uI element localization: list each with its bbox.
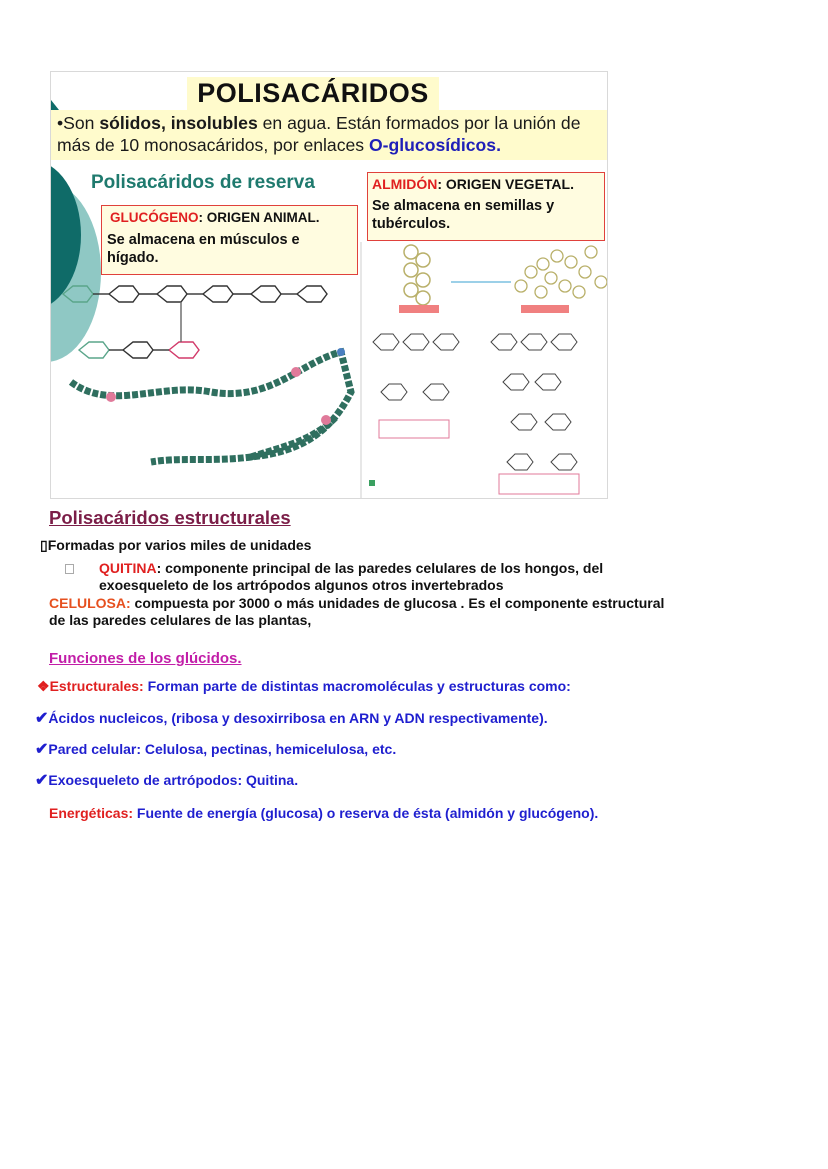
check-icon: ✔ xyxy=(35,741,49,758)
funcion-item-text: Ácidos nucleicos, (ribosa y desoxirribosa en ARN y ADN respectivamente). xyxy=(48,710,548,726)
amilopectina-label-tag xyxy=(521,305,569,313)
glucogeno-hexagon-row xyxy=(63,286,327,358)
glucogeno-desc: Se almacena en músculos e hígado. xyxy=(107,232,300,266)
formadas-line xyxy=(40,537,311,554)
intro-part1: •Son xyxy=(57,113,100,133)
amilosa-label-tag xyxy=(399,305,439,313)
intro-bold: sólidos, insolubles xyxy=(99,113,258,133)
celulosa-line1: compuesta por 3000 o más unidades de glucosa . Es el componente estructural xyxy=(130,595,665,611)
funcion-item xyxy=(35,770,298,790)
energeticas-text: Fuente de energía (glucosa) o reserva de ésta (almidón y glucógeno). xyxy=(133,805,599,821)
intro-part2: en agua. Están formados por la unión de más de 10 monosacáridos, por enlaces xyxy=(57,113,581,155)
estructurales-heading: Polisacáridos estructurales xyxy=(49,507,291,528)
funcion-item xyxy=(35,708,548,728)
molecular-diagrams-illustration xyxy=(51,242,607,498)
starch-hexagon-rows xyxy=(373,334,577,470)
quitina-line1: : componente principal de las paredes celulares de los hongos, del xyxy=(156,560,604,576)
almidon-box xyxy=(367,172,605,241)
celulosa-paragraph xyxy=(49,595,664,629)
estructurales-label: Estructurales: xyxy=(49,678,144,694)
legend-square xyxy=(369,480,375,486)
figure-title: POLISACÁRIDOS xyxy=(187,77,439,110)
estructurales-text: Forman parte de distintas macromoléculas y estructuras como: xyxy=(143,678,571,694)
almidon-head xyxy=(372,176,604,192)
energeticas-label: Energéticas: xyxy=(49,805,134,821)
figure-intro-text xyxy=(57,112,605,156)
funciones-heading: Funciones de los glúcidos. xyxy=(49,650,242,667)
celulosa-line2: de las paredes celulares de las plantas, xyxy=(49,612,312,628)
glucogeno-bead-chain xyxy=(71,348,351,462)
funcion-estructurales-line xyxy=(37,678,571,695)
funcion-energeticas-line xyxy=(49,805,598,821)
funcion-item-text: Exoesqueleto de artrópodos: Quitina. xyxy=(48,772,299,788)
reserva-title: Polisacáridos de reserva xyxy=(91,172,315,193)
intro-blue: O-glucosídicos. xyxy=(368,135,501,155)
amilosa-helix xyxy=(404,245,430,305)
quitina-name: QUITINA xyxy=(99,560,157,576)
funcion-item xyxy=(35,739,396,759)
quitina-bullet-icon xyxy=(65,564,74,574)
formadas-bullet: ▯ xyxy=(40,537,48,553)
check-icon: ✔ xyxy=(35,772,49,789)
teal-triangle-decoration xyxy=(51,100,59,110)
almidon-name: ALMIDÓN xyxy=(372,176,438,192)
amilopectina-tree xyxy=(515,246,607,298)
almidon-origin: : ORIGEN VEGETAL. xyxy=(437,176,574,192)
amilosa-note-box xyxy=(379,420,449,438)
amilopectina-note-box xyxy=(499,474,579,494)
funcion-item-text: Pared celular: Celulosa, pectinas, hemicelulosa, etc. xyxy=(48,741,397,757)
check-icon: ✔ xyxy=(35,710,49,727)
quitina-paragraph xyxy=(99,560,603,594)
formadas-text: Formadas por varios miles de unidades xyxy=(47,537,312,553)
glucogeno-origin: : ORIGEN ANIMAL. xyxy=(198,210,320,225)
diamond-bullet-icon: ❖ xyxy=(37,678,50,694)
polysaccharides-figure xyxy=(50,71,608,499)
quitina-line2: exoesqueleto de los artrópodos algunos otros invertebrados xyxy=(99,577,504,593)
almidon-desc: Se almacena en semillas y tubérculos. xyxy=(372,198,555,232)
glucogeno-head xyxy=(110,210,357,225)
celulosa-name: CELULOSA: xyxy=(49,595,131,611)
glucogeno-name: GLUCÓGENO xyxy=(110,210,199,225)
